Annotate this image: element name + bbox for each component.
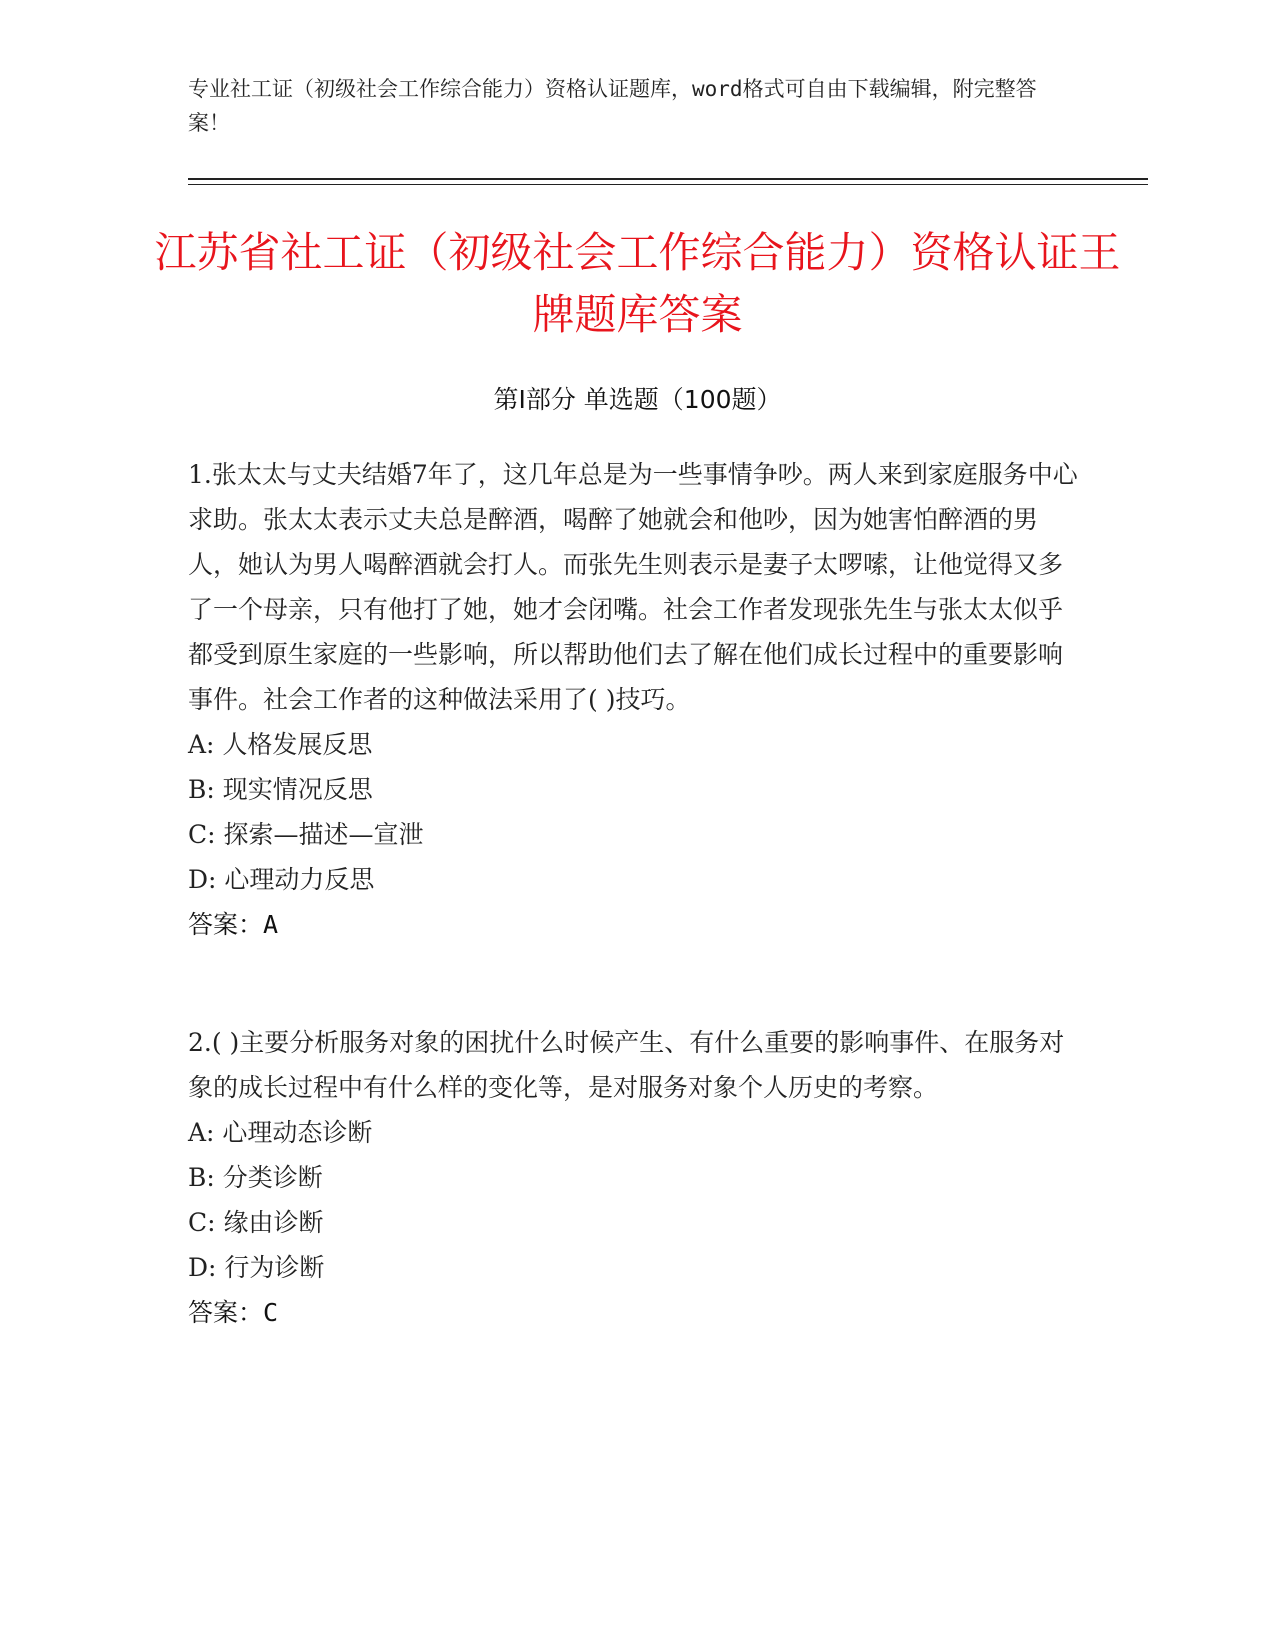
header-note: 专业社工证（初级社会工作综合能力）资格认证题库，word格式可自由下载编辑，附完整答案！ — [188, 77, 1037, 135]
question-stem: 2.( )主要分析服务对象的困扰什么时候产生、有什么重要的影响事件、在服务对象的成长过程中有什么样的变化等，是对服务对象个人历史的考察。 — [188, 1028, 1065, 1102]
document-title: 江苏省社工证（初级社会工作综合能力）资格认证王牌题库答案 — [154, 228, 1121, 339]
question-1 — [188, 452, 1078, 947]
option-b: B: 分类诊断 — [188, 1163, 323, 1192]
answer-label: 答案： — [188, 910, 264, 939]
answer-value: C — [263, 1298, 279, 1327]
option-b: B: 现实情况反思 — [188, 775, 373, 804]
answer-line — [188, 1290, 1078, 1335]
answer-label: 答案： — [188, 1298, 264, 1327]
header-divider — [188, 178, 1148, 180]
answer-line — [188, 902, 1078, 947]
header-divider-thin — [188, 184, 1148, 185]
option-c: C: 探索—描述—宣泄 — [188, 820, 424, 849]
question-2 — [188, 1020, 1078, 1335]
question-stem: 1.张太太与丈夫结婚7年了，这几年总是为一些事情争吵。两人来到家庭服务中心求助。张太太表示丈夫总是醉酒，喝醉了她就会和他吵，因为她害怕醉酒的男人，她认为男人喝醉酒就会打人。而张先生则表示是妻子太啰嗦，让他觉得又多了一个母亲，只有他打了她，她才会闭嘴。社会工作者发现张先生与张太太似乎都受到原生家庭的一些影响，所以帮助他们去了解在他们成长过程中的重要影响事件。社会工作者的这种做法采用了( )技巧。 — [188, 460, 1078, 714]
option-a: A: 心理动态诊断 — [188, 1118, 373, 1147]
answer-value: A — [263, 910, 279, 939]
option-d: D: 行为诊断 — [188, 1253, 325, 1282]
option-a: A: 人格发展反思 — [188, 730, 373, 759]
option-d: D: 心理动力反思 — [188, 865, 375, 894]
section-heading: 第Ⅰ部分 单选题（100题） — [493, 385, 782, 414]
option-c: C: 缘由诊断 — [188, 1208, 324, 1237]
